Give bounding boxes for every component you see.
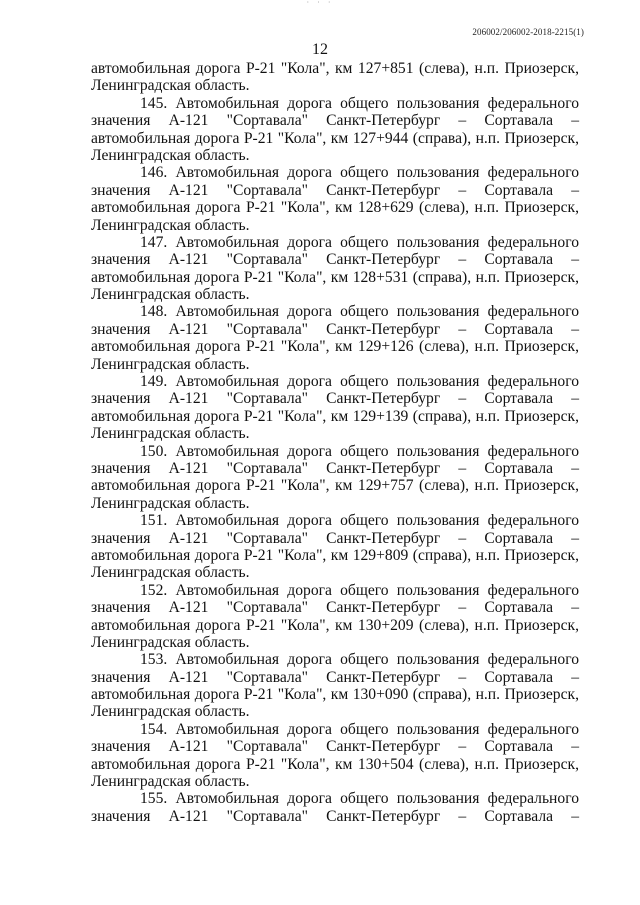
text-line: автомобильная дорога Р-21 "Кола", км 129+757 (слева), н.п. Приозерск,: [91, 477, 579, 495]
text-line: 150. Автомобильная дорога общего пользования федерального: [140, 442, 579, 460]
text-line: значения А-121 "Сортавала" Санкт-Петербург – Сортавала –: [91, 251, 579, 269]
text-line: Ленинградская область.: [91, 77, 250, 95]
text-line: 155. Автомобильная дорога общего пользования федерального: [140, 790, 579, 808]
list-item-152: [91, 582, 579, 652]
list-item-145: [91, 95, 579, 165]
text-line: Ленинградская область.: [91, 216, 250, 234]
text-line: автомобильная дорога Р-21 "Кола", км 129+809 (справа), н.п. Приозерск,: [91, 546, 579, 564]
text-line: значения А-121 "Сортавала" Санкт-Петербург – Сортавала –: [91, 738, 579, 756]
text-line: Ленинградская область.: [91, 425, 250, 443]
text-line: значения А-121 "Сортавала" Санкт-Петербург – Сортавала –: [91, 459, 579, 477]
text-line: Ленинградская область.: [91, 703, 250, 721]
text-line: 151. Автомобильная дорога общего пользования федерального: [140, 512, 579, 530]
text-line: Ленинградская область.: [91, 773, 250, 791]
text-line: автомобильная дорога Р-21 "Кола", км 129+139 (справа), н.п. Приозерск,: [91, 407, 579, 425]
text-line: значения А-121 "Сортавала" Санкт-Петербург – Сортавала –: [91, 668, 579, 686]
list-item-151: [91, 512, 579, 582]
document-body: [91, 60, 579, 825]
text-line: значения А-121 "Сортавала" Санкт-Петербург – Сортавала –: [91, 112, 579, 130]
text-line: 148. Автомобильная дорога общего пользования федерального: [140, 303, 579, 321]
text-line: Ленинградская область.: [91, 146, 250, 164]
text-line: значения А-121 "Сортавала" Санкт-Петербург – Сортавала –: [91, 529, 579, 547]
text-line: автомобильная дорога Р-21 "Кола", км 130+504 (слева), н.п. Приозерск,: [91, 755, 579, 773]
text-line: Ленинградская область.: [91, 564, 250, 582]
text-line: 153. Автомобильная дорога общего пользования федерального: [140, 651, 579, 669]
text-line: 154. Автомобильная дорога общего пользования федерального: [140, 720, 579, 738]
list-item-153: [91, 651, 579, 721]
page-top-mark: · · ·: [306, 0, 334, 7]
text-line: 146. Автомобильная дорога общего пользования федерального: [140, 164, 579, 182]
text-line: автомобильная дорога Р-21 "Кола", км 128+531 (справа), н.п. Приозерск,: [91, 268, 579, 286]
text-line: 149. Автомобильная дорога общего пользования федерального: [140, 373, 579, 391]
text-line: автомобильная дорога Р-21 "Кола", км 128+629 (слева), н.п. Приозерск,: [91, 199, 579, 217]
text-line: автомобильная дорога Р-21 "Кола", км 127+851 (слева), н.п. Приозерск,: [91, 60, 579, 77]
text-line: Ленинградская область.: [91, 494, 250, 512]
text-line: Ленинградская область.: [91, 633, 250, 651]
list-item-148: [91, 303, 579, 373]
text-line: автомобильная дорога Р-21 "Кола", км 127+944 (справа), н.п. Приозерск,: [91, 129, 579, 147]
text-line: значения А-121 "Сортавала" Санкт-Петербург – Сортавала –: [91, 181, 579, 199]
text-line: 145. Автомобильная дорога общего пользования федерального: [140, 94, 579, 112]
list-item-149: [91, 373, 579, 443]
list-item-154: [91, 721, 579, 791]
text-line: значения А-121 "Сортавала" Санкт-Петербург – Сортавала –: [91, 807, 579, 825]
list-item-155: [91, 790, 579, 825]
list-item-150: [91, 443, 579, 513]
list-item-146: [91, 164, 579, 234]
text-line: 147. Автомобильная дорога общего пользования федерального: [140, 233, 579, 251]
page-number: 12: [312, 41, 328, 58]
document-id: 206002/206002-2018-2215(1): [472, 27, 584, 37]
text-line: автомобильная дорога Р-21 "Кола", км 130+209 (слева), н.п. Приозерск,: [91, 616, 579, 634]
text-line: значения А-121 "Сортавала" Санкт-Петербург – Сортавала –: [91, 320, 579, 338]
text-line: Ленинградская область.: [91, 286, 250, 304]
text-line: 152. Автомобильная дорога общего пользования федерального: [140, 581, 579, 599]
text-line: автомобильная дорога Р-21 "Кола", км 129+126 (слева), н.п. Приозерск,: [91, 338, 579, 356]
intro-paragraph: [91, 60, 579, 95]
list-item-147: [91, 234, 579, 304]
text-line: значения А-121 "Сортавала" Санкт-Петербург – Сортавала –: [91, 390, 579, 408]
text-line: значения А-121 "Сортавала" Санкт-Петербург – Сортавала –: [91, 599, 579, 617]
text-line: Ленинградская область.: [91, 355, 250, 373]
text-line: автомобильная дорога Р-21 "Кола", км 130+090 (справа), н.п. Приозерск,: [91, 686, 579, 704]
